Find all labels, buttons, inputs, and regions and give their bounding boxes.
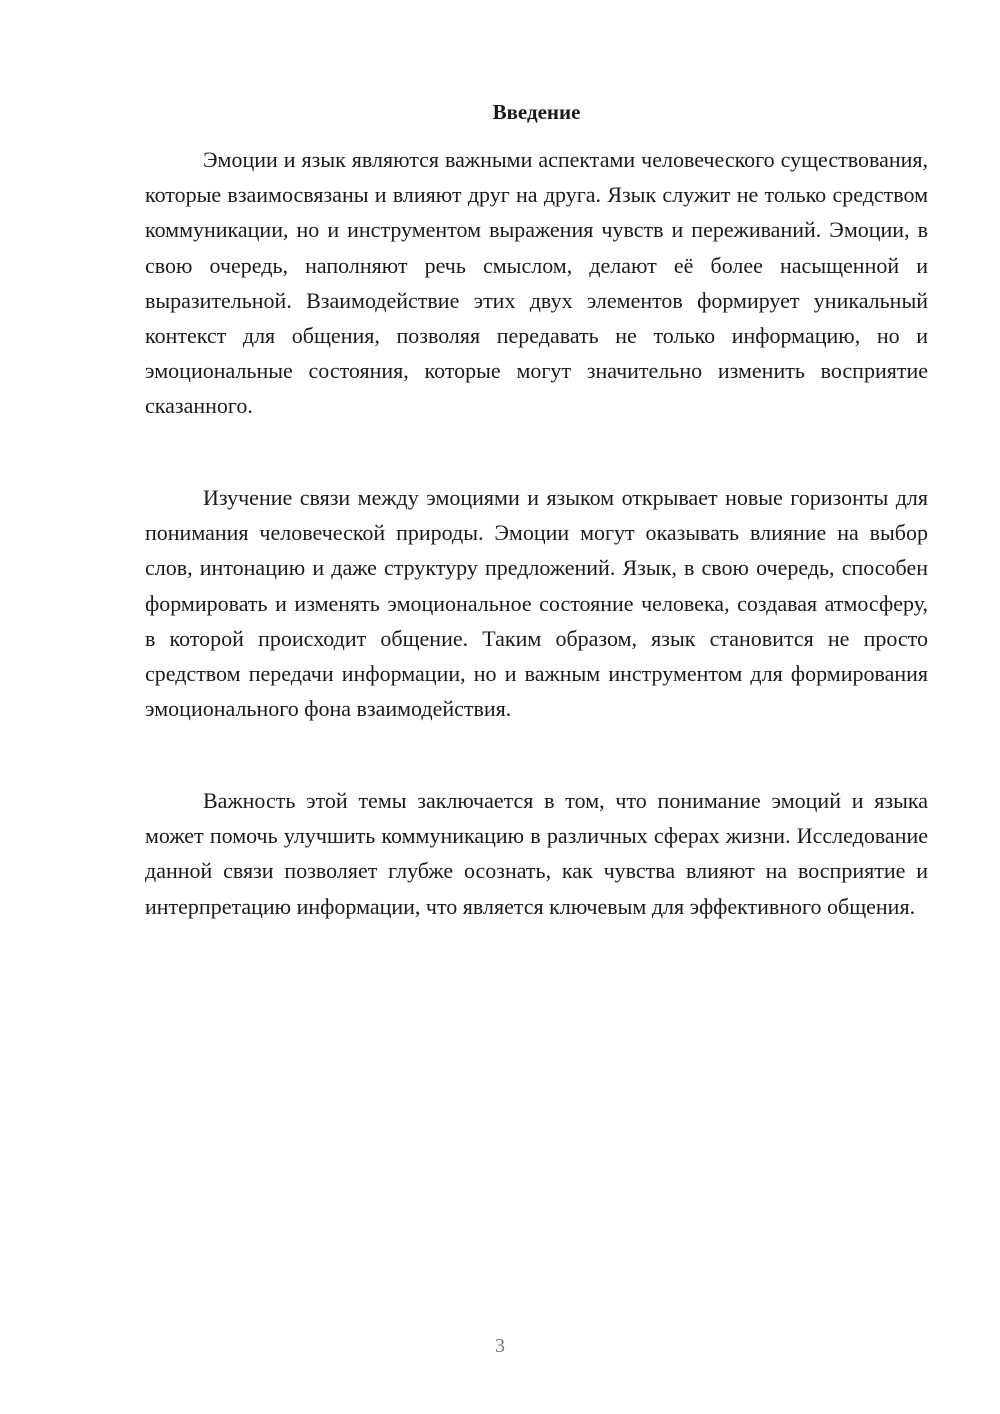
paragraph-3: Важность этой темы заключается в том, что понимание эмоций и языка может помочь улучшить коммуникацию в различных сферах жизни. Исследование данной связи позволяет глубже осознать, как чувства влияют на восприятие и интерпретацию информации, что является ключевым для эффективного общения. <box>145 788 928 919</box>
page-title: Введение <box>492 100 581 124</box>
paragraph-2: Изучение связи между эмоциями и языком открывает новые горизонты для понимания человеческой природы. Эмоции могут оказывать влияние на выбор слов, интонацию и даже структуру предложений. Язык, в свою очередь, способен формировать и изменять эмоциональное состояние человека, создавая атмосферу, в которой происходит общение. Таким образом, язык становится не просто средством передачи информации, но и важным инструментом для формирования эмоционального фона взаимодействия. <box>145 485 928 722</box>
page-number: 3 <box>495 1335 505 1357</box>
paragraph-1: Эмоции и язык являются важными аспектами человеческого существования, которые взаимосвязаны и влияют друг на друга. Язык служит не только средством коммуникации, но и инструментом выражения чувств и переживаний. Эмоции, в свою очередь, наполняют речь смыслом, делают её более насыщенной и выразительной. Взаимодействие этих двух элементов формирует уникальный контекст для общения, позволяя передавать не только информацию, но и эмоциональные состояния, которые могут значительно изменить восприятие сказанного. <box>145 147 928 419</box>
